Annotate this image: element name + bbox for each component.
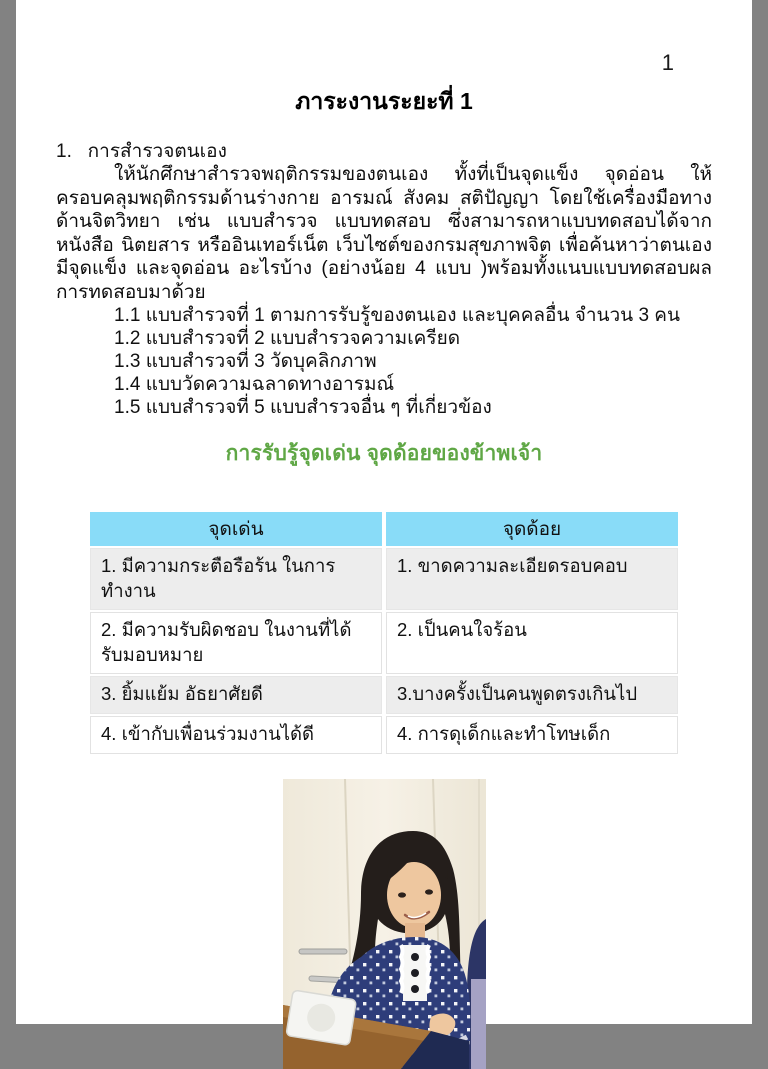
table-header-weaknesses: จุดด้อย [386, 512, 678, 546]
body-paragraph: ให้นักศึกษาสำรวจพฤติกรรมของตนเอง ทั้งที่เป็นจุดแข็ง จุดอ่อน ให้ครอบคลุมพฤติกรรมด้านร่างกาย อารมณ์ สังคม สติปัญญา โดยใช้เครื่องมือทางด้านจิตวิทยา เช่น แบบสำรวจ แบบทดสอบ ซึ่งสามารถหาแบบทดสอบได้จากหนังสือ นิตยสาร หรืออินเทอร์เน็ต เว็บไซต์ของกรมสุขภาพจิต เพื่อค้นหาว่าตนเองมีจุดแข็ง และจุดอ่อน อะไรบ้าง (อย่างน้อย 4 แบบ )พร้อมทั้งแนบแบบทดสอบผลการทดสอบมาด้วย [56, 164, 712, 303]
page-content [16, 0, 752, 1069]
table-row [90, 548, 678, 610]
table-cell: 1. ขาดความละเอียดรอบคอบ [386, 548, 678, 610]
table-cell: 3.บางครั้งเป็นคนพูดตรงเกินไป [386, 676, 678, 714]
table-cell: 1. มีความกระตือรือร้น ในการทำงาน [90, 548, 382, 610]
section-heading: 1. การสำรวจตนเอง [56, 141, 227, 162]
document-title: ภาระงานระยะที่ 1 [295, 88, 473, 114]
list-item: 1.4 แบบวัดความฉลาดทางอารมณ์ [114, 374, 395, 395]
table-row [90, 612, 678, 674]
table-header-strengths: จุดเด่น [90, 512, 382, 546]
table-cell: 2. เป็นคนใจร้อน [386, 612, 678, 674]
list-item: 1.5 แบบสำรวจที่ 5 แบบสำรวจอื่น ๆ ที่เกี่ยวข้อง [114, 397, 492, 418]
table-header-row [90, 512, 678, 546]
list-item: 1.2 แบบสำรวจที่ 2 แบบสำรวจความเครียด [114, 328, 461, 349]
table-cell: 2. มีความรับผิดชอบ ในงานที่ได้รับมอบหมาย [90, 612, 382, 674]
table-row [90, 716, 678, 754]
survey-list [114, 304, 712, 419]
page-number: 1 [661, 50, 674, 75]
subheading-green: การรับรู้จุดเด่น จุดด้อยของข้าพเจ้า [225, 442, 543, 465]
list-item: 1.1 แบบสำรวจที่ 1 ตามการรับรู้ของตนเอง และบุคคลอื่น จำนวน 3 คน [114, 305, 680, 326]
table-cell: 4. เข้ากับเพื่อนร่วมงานได้ดี [90, 716, 382, 754]
document-page [16, 0, 752, 1024]
table-row [90, 676, 678, 714]
table-cell: 4. การดุเด็กและทำโทษเด็ก [386, 716, 678, 754]
table-cell: 3. ยิ้มแย้ม อัธยาศัยดี [90, 676, 382, 714]
list-item: 1.3 แบบสำรวจที่ 3 วัดบุคลิกภาพ [114, 351, 377, 372]
strengths-weaknesses-table [86, 510, 682, 756]
student-photo [283, 779, 486, 1069]
